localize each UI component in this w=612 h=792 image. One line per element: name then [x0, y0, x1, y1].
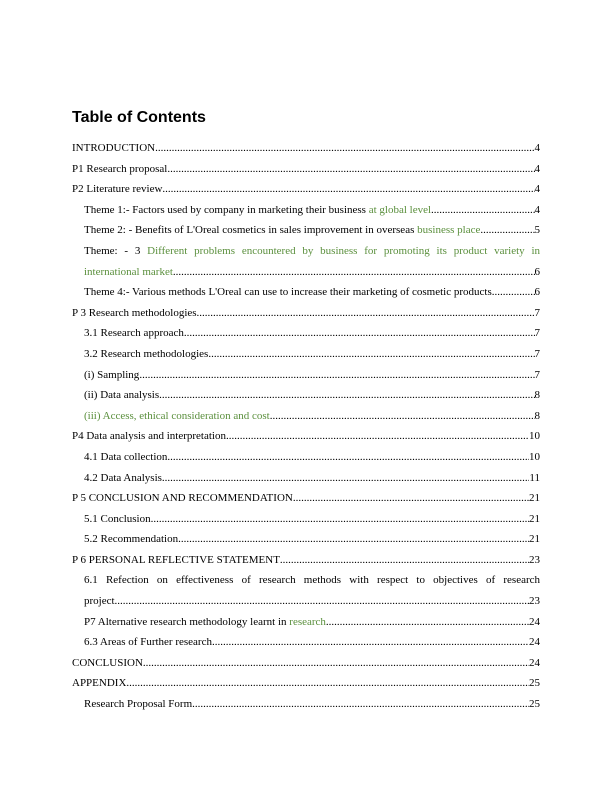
- toc-entry-highlight: Different problems encountered by business for promoting its product variety in: [147, 244, 540, 257]
- toc-entry-text: Theme 1:- Factors used by company in marketing their business: [84, 203, 369, 216]
- dot-leader: [280, 550, 529, 571]
- toc-entry-label: Theme 4:- Various methods L'Oreal can use to increase their marketing of cosmetic products.: [84, 286, 495, 299]
- toc-page-number: 24: [529, 636, 540, 649]
- toc-page-number: 11: [529, 471, 540, 484]
- toc-page-number: 25: [529, 698, 540, 711]
- toc-entry-text: P7 Alternative research methodology learnt in: [84, 615, 290, 628]
- dot-leader: [115, 591, 529, 612]
- toc-entry-p6-personal-reflective-statement[interactable]: [72, 550, 540, 571]
- toc-entry-text: Theme: - 3: [84, 244, 148, 257]
- toc-entry-p5-conclusion-recommendation[interactable]: [72, 488, 540, 509]
- toc-entry-introduction[interactable]: [72, 138, 540, 159]
- toc-entry-label: 5.2 Recommendation: [84, 533, 179, 546]
- toc-page-number: 6: [534, 286, 540, 299]
- toc-entry-p2-literature-review[interactable]: [72, 179, 540, 200]
- toc-page-number: 4: [534, 142, 540, 154]
- toc-entry-3-2-research-methodologies[interactable]: [72, 344, 540, 365]
- dot-leader: [480, 220, 534, 241]
- toc-page-number: 5: [534, 224, 540, 237]
- toc-entry-label: APPENDIX: [72, 677, 127, 690]
- dot-leader: [143, 653, 529, 674]
- toc-entry-p4-data-analysis[interactable]: [72, 426, 540, 447]
- toc-entry-label: CONCLUSION: [72, 656, 143, 669]
- dot-leader: [162, 179, 534, 200]
- toc-entry-access-ethical-cost[interactable]: [72, 406, 540, 427]
- toc-entry-5-1-conclusion[interactable]: [72, 509, 540, 530]
- toc-page-number: 23: [529, 553, 540, 566]
- toc-entry-sampling[interactable]: [72, 365, 540, 386]
- toc-page-number: 24: [529, 656, 540, 669]
- dot-leader: [184, 323, 535, 344]
- page-title: Table of Contents: [72, 109, 206, 126]
- toc-entry-theme-1[interactable]: [72, 200, 540, 221]
- toc-page-number: 7: [534, 368, 540, 381]
- toc-entry-highlight: business place: [417, 224, 481, 237]
- toc-page-number: 21: [529, 533, 540, 546]
- toc-entry-highlight-continued: international market: [84, 265, 173, 278]
- toc-entry-label: 6.3 Areas of Further research: [84, 636, 212, 649]
- toc-entry-3-1-research-approach[interactable]: [72, 323, 540, 344]
- toc-entry-label: [84, 200, 431, 221]
- toc-entry-theme-4[interactable]: [72, 282, 540, 303]
- toc-entry-6-3-areas-further-research[interactable]: [72, 632, 540, 653]
- toc-page-number: 21: [529, 512, 540, 525]
- toc-entry-label: [84, 612, 326, 633]
- toc-entry-text: Theme 2: - Benefits of L'Oreal cosmetics in sales improvement in overseas: [84, 224, 418, 237]
- toc-entry-label: 4.1 Data collection: [84, 450, 168, 463]
- dot-leader: [162, 468, 529, 489]
- toc-entry-label: [84, 220, 480, 241]
- toc-entry-label: P2 Literature review: [72, 183, 163, 196]
- dot-leader: [197, 303, 535, 324]
- toc-entry-conclusion[interactable]: [72, 653, 540, 674]
- dot-leader: [270, 406, 535, 427]
- toc-entry-research-proposal-form[interactable]: [72, 694, 540, 715]
- toc-entry-p7-alternative-research[interactable]: [72, 612, 540, 633]
- toc-entry-5-2-recommendation[interactable]: [72, 529, 540, 550]
- toc-entry-text-continued: project: [84, 595, 115, 608]
- dot-leader: [494, 282, 534, 303]
- dot-leader: [167, 447, 529, 468]
- toc-entry-highlight: research: [289, 615, 326, 628]
- toc-page-number: 6: [534, 265, 540, 278]
- toc-page-number: 4: [534, 183, 540, 196]
- dot-leader: [139, 365, 534, 386]
- dot-leader: [173, 262, 535, 283]
- dot-leader: [192, 694, 529, 715]
- dot-leader: [167, 159, 534, 180]
- dot-leader: [126, 673, 529, 694]
- dot-leader: [159, 385, 534, 406]
- toc-entry-label: (i) Sampling: [84, 368, 140, 381]
- dot-leader: [151, 509, 529, 530]
- dot-leader: [155, 138, 534, 159]
- toc-page-number: 7: [534, 347, 540, 360]
- toc-entry-theme-2[interactable]: [72, 220, 540, 241]
- toc-page-number: 24: [529, 615, 540, 628]
- toc-entry-label: P 3 Research methodologies: [72, 306, 197, 319]
- toc-entry-p3-research-methodologies[interactable]: [72, 303, 540, 324]
- toc-entry-label: (ii) Data analysis: [84, 389, 160, 402]
- toc-entry-label: P 5 CONCLUSION AND RECOMMENDATION: [72, 492, 293, 505]
- toc-entry-4-2-data-analysis[interactable]: [72, 468, 540, 489]
- toc-page-number: 23: [529, 595, 540, 608]
- toc-page-number: 21: [529, 492, 540, 505]
- toc-page-number: 7: [534, 306, 540, 319]
- toc-entry-p1-research-proposal[interactable]: [72, 159, 540, 180]
- toc-entry-text: 6.1 Refection on effectiveness of research methods with respect to objectives of research: [84, 574, 540, 587]
- toc-page-number: 8: [534, 389, 540, 402]
- toc-entry-4-1-data-collection[interactable]: [72, 447, 540, 468]
- toc-page-number: 25: [529, 677, 540, 690]
- toc-entry-label: P 6 PERSONAL REFLECTIVE STATEMENT: [72, 553, 280, 566]
- toc-entry-appendix[interactable]: [72, 673, 540, 694]
- toc-entry-label: (iii) Access, ethical consideration and cost: [84, 409, 270, 422]
- toc-page-number: 10: [529, 450, 540, 463]
- dot-leader: [326, 612, 529, 633]
- toc-entry-label: 3.1 Research approach: [84, 327, 184, 340]
- toc-page-number: 8: [534, 409, 540, 422]
- dot-leader: [178, 529, 529, 550]
- toc-entry-label: 4.2 Data Analysis: [84, 471, 162, 484]
- dot-leader: [431, 200, 534, 221]
- toc-page-number: 4: [534, 162, 540, 175]
- toc-entry-theme-3[interactable]: [72, 241, 540, 282]
- dot-leader: [293, 488, 529, 509]
- toc-page-number: 10: [529, 430, 540, 443]
- toc-entry-label: INTRODUCTION: [72, 142, 156, 154]
- toc-page-number: 7: [534, 327, 540, 340]
- dot-leader: [212, 632, 529, 653]
- toc-entry-label: P4 Data analysis and interpretation: [72, 430, 226, 443]
- toc-entry-6-1-refection[interactable]: [72, 570, 540, 611]
- toc-entry-highlight: at global level: [368, 203, 432, 216]
- toc-page-number: 4: [534, 203, 540, 216]
- table-of-contents: [72, 138, 540, 715]
- toc-entry-label: 5.1 Conclusion: [84, 512, 151, 525]
- dot-leader: [226, 426, 529, 447]
- toc-entry-label: 3.2 Research methodologies: [84, 347, 209, 360]
- toc-entry-label: P1 Research proposal: [72, 162, 168, 175]
- toc-entry-label: Research Proposal Form: [84, 698, 193, 711]
- dot-leader: [208, 344, 534, 365]
- toc-entry-data-analysis-ii[interactable]: [72, 385, 540, 406]
